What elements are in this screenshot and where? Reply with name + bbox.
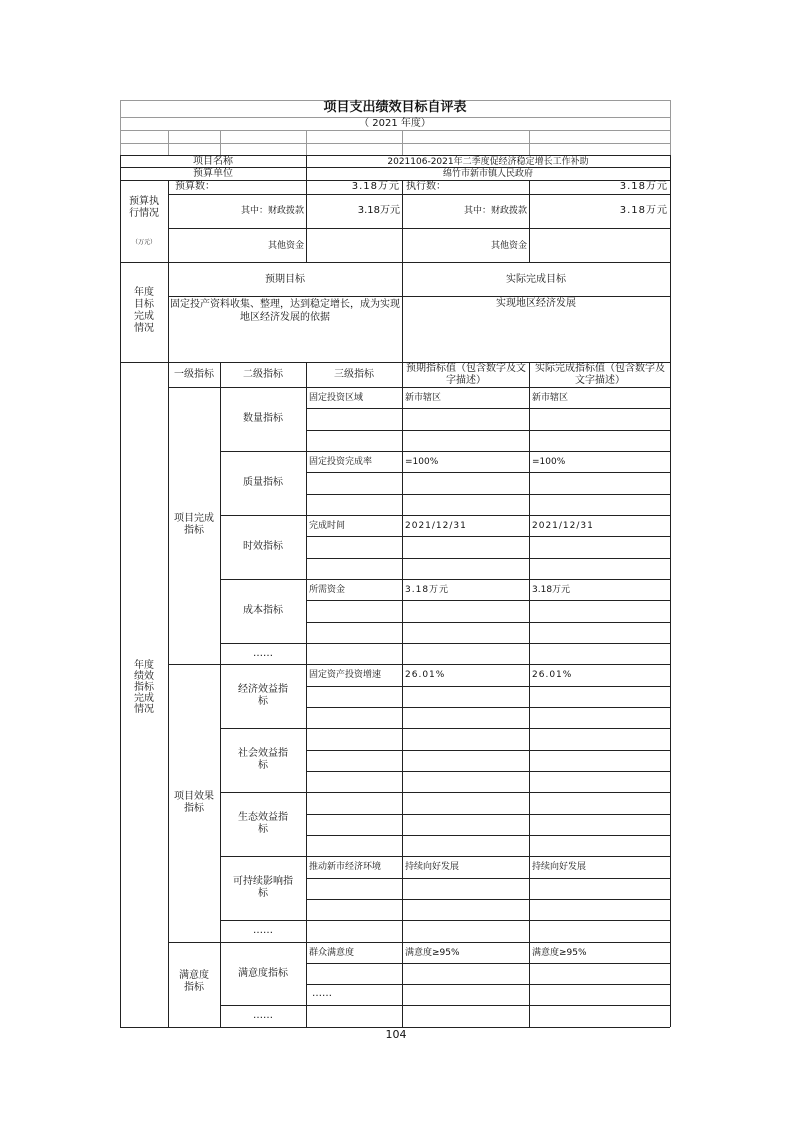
l3-economic: 固定资产投资增速 [309, 670, 382, 680]
budget-section-unit: （万元） [131, 239, 156, 246]
actual-target-text: 实现地区经济发展 [496, 298, 576, 309]
actual-timeliness: 2021/12/31 [532, 521, 594, 531]
indicators-section-label: 年度绩效指标完成情况 [134, 660, 154, 715]
level2-timeliness: 时效指标 [243, 541, 283, 552]
fiscal-exec-value: 3.18万元 [619, 205, 668, 216]
actual-value-header: 实际完成指标值（包含数字及文字描述） [535, 363, 665, 386]
actual-target-header: 实际完成目标 [506, 274, 566, 285]
l3-sustainable: 推动新市经济环境 [309, 862, 382, 872]
l3-satisfaction: 群众满意度 [309, 948, 355, 958]
actual-economic: 26.01% [532, 670, 573, 680]
expected-target-header: 预期目标 [265, 274, 305, 285]
level3-header: 三级指标 [334, 369, 374, 380]
fiscal-budget-value: 3.18万元 [357, 205, 400, 216]
expected-target-text: 固定投产资料收集、整理，达到稳定增长，成为实现地区经济发展的依据 [170, 299, 400, 323]
expected-value-header: 预期指标值（包含数字及文字描述） [406, 363, 526, 386]
budget-unit-label: 预算单位 [193, 168, 233, 179]
l3-cost: 所需资金 [309, 585, 346, 595]
level2-economic: 经济效益指标 [238, 684, 288, 707]
expected-economic: 26.01% [405, 670, 446, 680]
expected-sustainable: 持续向好发展 [405, 862, 460, 872]
budget-amount-label: 预算数： [175, 181, 215, 192]
l3-satisfaction-more: …… [312, 988, 332, 999]
level2-quality: 质量指标 [243, 477, 283, 488]
expected-quantity: 新市辖区 [405, 393, 442, 403]
budget-amount-value: 3.18万元 [351, 181, 400, 192]
l3-timeliness: 完成时间 [309, 521, 346, 531]
actual-cost: 3.18万元 [532, 585, 571, 595]
project-name-value: 2021106-2021年二季度促经济稳定增长工作补助 [387, 157, 589, 167]
level1-header: 一级指标 [174, 369, 214, 380]
actual-quality: =100% [532, 457, 566, 467]
level2-ellipsis: …… [253, 1010, 273, 1021]
page-title: 项目支出绩效目标自评表 [323, 100, 467, 115]
budget-section-label: 预算执行情况 [129, 196, 159, 219]
project-name-label: 项目名称 [193, 156, 233, 167]
other-funds-label: 其他资金 [267, 241, 304, 251]
level1-satisfaction: 满意度指标 [179, 970, 209, 993]
expected-cost: 3.18万元 [405, 585, 450, 595]
level2-ecological: 生态效益指标 [238, 812, 288, 835]
expected-quality: =100% [405, 457, 439, 467]
expected-timeliness: 2021/12/31 [405, 521, 467, 531]
page-number: 104 [385, 1028, 407, 1041]
other-funds-exec-label: 其他资金 [490, 241, 527, 251]
fiscal-budget-label: 其中：财政拨款 [240, 206, 304, 216]
level2-cost: 成本指标 [243, 605, 283, 616]
exec-amount-label: 执行数： [406, 181, 446, 192]
level2-satisfaction: 满意度指标 [238, 968, 288, 979]
level2-quantity: 数量指标 [243, 413, 283, 424]
annual-section-label: 年度目标完成情况 [134, 287, 154, 334]
l3-quantity: 固定投资区域 [309, 393, 364, 403]
actual-quantity: 新市辖区 [532, 393, 569, 403]
level2-sustainable: 可持续影响指标 [233, 876, 293, 899]
year-label: （ 2021 年度） [359, 118, 431, 129]
level2-header: 二级指标 [243, 369, 283, 380]
level2-ellipsis: …… [253, 648, 273, 659]
budget-unit-value: 绵竹市新市镇人民政府 [442, 169, 533, 179]
level1-completion: 项目完成指标 [174, 513, 214, 536]
level2-social: 社会效益指标 [238, 748, 288, 771]
level1-effect: 项目效果指标 [174, 791, 214, 814]
exec-amount-value: 3.18万元 [619, 181, 668, 192]
level2-ellipsis: …… [253, 925, 273, 936]
fiscal-exec-label: 其中：财政拨款 [463, 206, 527, 216]
l3-quality: 固定投资完成率 [309, 457, 373, 467]
actual-satisfaction: 满意度≥95% [532, 948, 587, 958]
expected-satisfaction: 满意度≥95% [405, 948, 460, 958]
actual-sustainable: 持续向好发展 [532, 862, 587, 872]
